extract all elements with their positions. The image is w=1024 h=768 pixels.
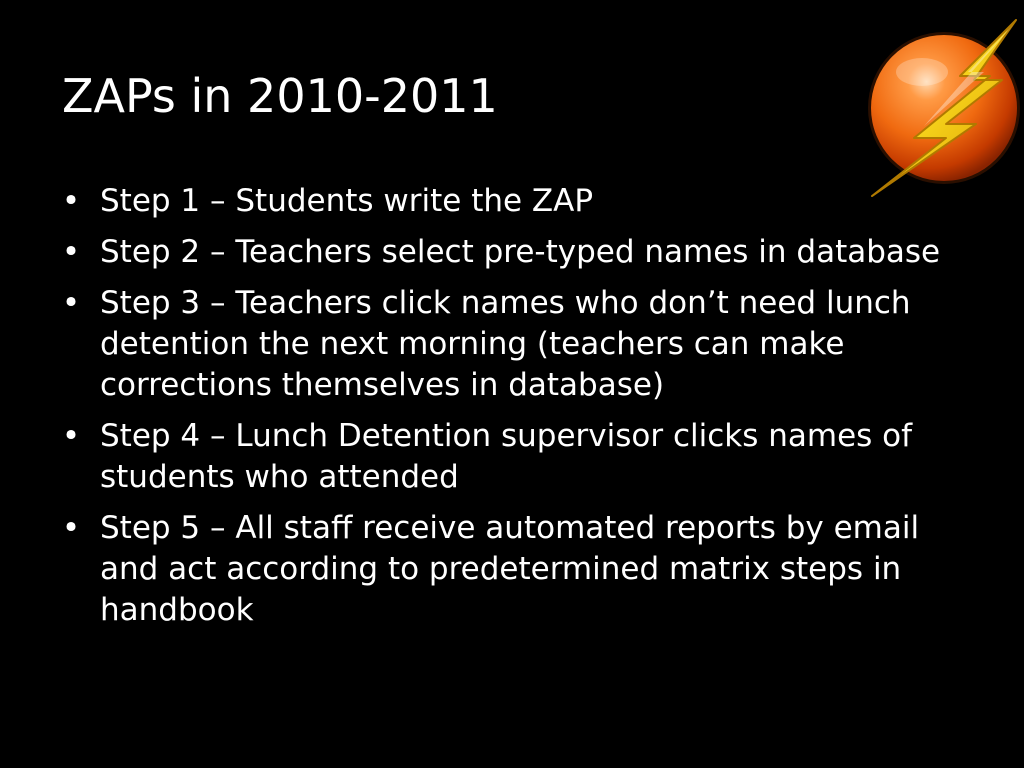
bullet-item-step-2 <box>56 232 961 273</box>
bullet-item-step-1 <box>56 181 961 222</box>
bullet-marker: • <box>61 183 81 219</box>
bullet-marker: • <box>61 234 81 270</box>
bullet-marker: • <box>61 418 81 454</box>
bullet-text: Step 5 – All staff receive automated reports by email and act according to predetermined matrix steps in handbook <box>100 510 920 628</box>
bullet-item-step-4 <box>56 416 961 498</box>
bullet-text: Step 2 – Teachers select pre-typed names in database <box>100 234 941 270</box>
bullet-item-step-3 <box>56 283 961 406</box>
bullet-item-step-5 <box>56 508 961 631</box>
bullet-text: Step 3 – Teachers click names who don’t need lunch detention the next morning (teachers can make corrections themselves in database) <box>100 285 911 403</box>
bullet-marker: • <box>61 510 81 546</box>
bullet-text: Step 1 – Students write the ZAP <box>100 183 594 219</box>
slide-title: ZAPs in 2010-2011 <box>62 69 498 123</box>
bullet-marker: • <box>61 285 81 321</box>
lightning-bolt-orb-icon <box>864 14 1024 198</box>
bullet-text: Step 4 – Lunch Detention supervisor clicks names of students who attended <box>100 418 913 495</box>
bullet-list <box>56 181 961 641</box>
